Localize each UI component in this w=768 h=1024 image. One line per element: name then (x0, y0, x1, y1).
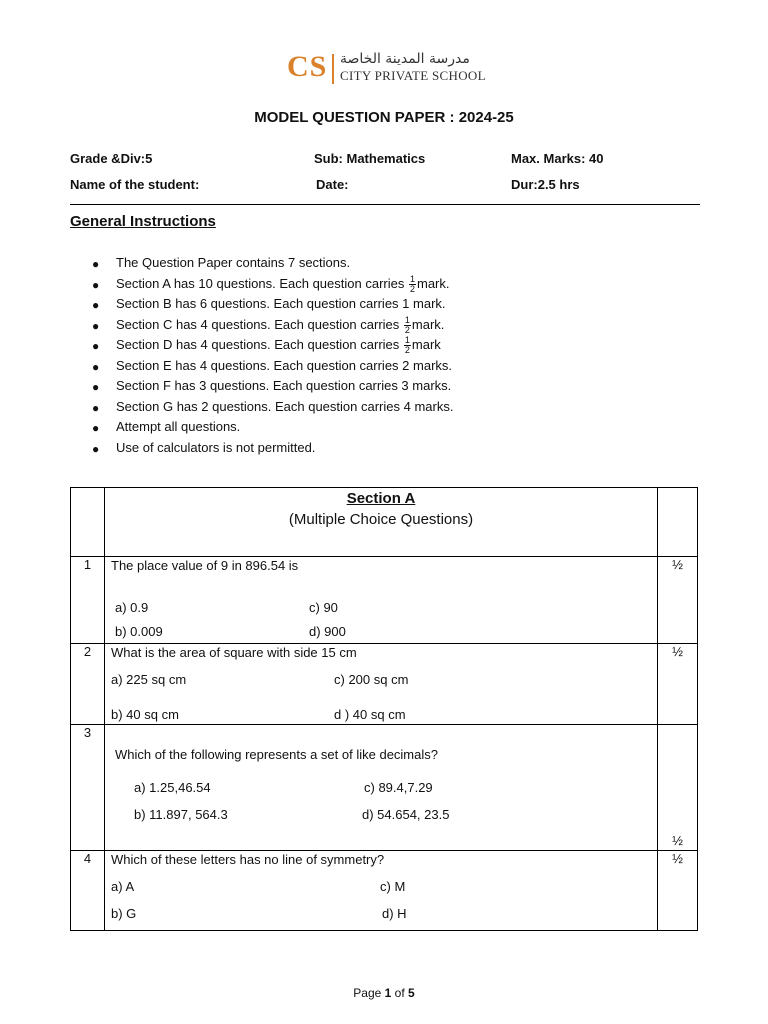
option-c: c) 90 (309, 600, 338, 615)
instruction-text: Section F has 3 questions. Each question carries 3 marks. (116, 378, 452, 393)
school-name-arabic: مدرسة المدينة الخاصة (340, 51, 470, 67)
section-subtitle: (Multiple Choice Questions) (288, 511, 474, 528)
max-marks: Max. Marks: 40 (511, 151, 604, 166)
question-cell (105, 644, 658, 725)
bullet-icon: ● (92, 441, 100, 456)
instruction-unit: mark. (416, 275, 450, 291)
section-title: Section A (346, 490, 416, 507)
question-text: Which of the following represents a set of like decimals? (115, 747, 438, 762)
instruction-item (92, 377, 453, 398)
option-c: c) M (380, 879, 406, 894)
question-number: 2 (71, 644, 105, 725)
bullet-icon: ● (92, 277, 100, 292)
question-number: 1 (71, 557, 105, 644)
question-cell (105, 557, 658, 644)
paper-title: MODEL QUESTION PAPER : 2024-25 (254, 109, 514, 126)
instruction-item (92, 357, 453, 378)
school-logo-mark: CS (287, 50, 328, 83)
question-row (71, 851, 698, 931)
page-of: of (391, 986, 409, 1000)
question-row (71, 644, 698, 725)
bullet-icon: ● (92, 318, 100, 333)
option-a: a) 0.9 (115, 600, 149, 615)
instruction-item (92, 275, 453, 296)
question-row (71, 557, 698, 644)
question-marks: ½ (658, 725, 698, 851)
option-b: b) 40 sq cm (111, 707, 179, 722)
instruction-item (92, 418, 453, 439)
fraction-half (404, 336, 411, 355)
grade-division: Grade &Div:5 (70, 151, 153, 166)
option-c: c) 89.4,7.29 (364, 780, 433, 795)
option-b: b) G (111, 906, 137, 921)
instruction-text: Section A has 10 questions. Each question carries (116, 275, 408, 291)
instructions-list (92, 254, 453, 459)
duration: Dur:2.5 hrs (511, 177, 580, 192)
instruction-item (92, 398, 453, 419)
school-name-english: CITY PRIVATE SCHOOL (340, 68, 486, 83)
section-header-row (71, 488, 698, 557)
bullet-icon: ● (92, 421, 100, 435)
bullet-icon: ● (92, 298, 100, 312)
instruction-text: Section D has 4 questions. Each question carries (116, 337, 403, 352)
page-total: 5 (408, 986, 415, 1000)
instructions-heading: General Instructions (70, 213, 216, 230)
page-footer (0, 986, 768, 1000)
option-b: b) 0.009 (115, 624, 163, 639)
fraction-denominator: 2 (404, 345, 410, 356)
option-c: c) 200 sq cm (334, 672, 409, 687)
date-label: Date: (316, 177, 349, 192)
student-name-label: Name of the student: (70, 177, 200, 192)
fraction-numerator: 1 (409, 273, 415, 284)
bullet-icon: ● (92, 380, 100, 394)
question-table (70, 487, 698, 931)
bullet-icon: ● (92, 339, 100, 353)
header-divider (70, 204, 700, 205)
bullet-icon: ● (92, 400, 100, 415)
bullet-icon: ● (92, 257, 100, 271)
instruction-text: Section B has 6 questions. Each question carries 1 mark. (116, 296, 446, 311)
page-current: 1 (384, 986, 392, 1000)
instruction-unit: mark (411, 337, 441, 352)
option-a: a) 225 sq cm (111, 672, 187, 687)
subject: Sub: Mathematics (314, 151, 426, 166)
question-cell (105, 851, 658, 931)
instruction-item (92, 439, 453, 460)
question-marks: ½ (658, 851, 698, 931)
fraction-denominator: 2 (409, 283, 415, 294)
question-marks: ½ (658, 644, 698, 725)
option-d: d ) 40 sq cm (334, 707, 406, 722)
page-prefix: Page (353, 986, 385, 1000)
fraction-numerator: 1 (404, 314, 410, 325)
question-number: 4 (71, 851, 105, 931)
question-cell (105, 725, 658, 851)
fraction-half (404, 316, 411, 335)
question-row (71, 725, 698, 851)
instruction-text: Section G has 2 questions. Each question carries 4 marks. (116, 398, 454, 414)
instruction-item (92, 336, 453, 357)
section-header-no-cell (71, 488, 105, 557)
question-text: What is the area of square with side 15 cm (111, 645, 357, 660)
section-header-cell (105, 488, 658, 557)
option-b: b) 11.897, 564.3 (134, 807, 228, 822)
instruction-text: The Question Paper contains 7 sections. (116, 255, 351, 270)
option-d: d) H (382, 906, 407, 921)
option-a: a) A (111, 879, 135, 894)
fraction-numerator: 1 (404, 335, 410, 346)
instruction-text: Use of calculators is not permitted. (116, 439, 316, 455)
section-header-marks-cell (658, 488, 698, 557)
instruction-text: Section E has 4 questions. Each question carries 2 marks. (116, 357, 453, 373)
fraction-half (409, 275, 416, 294)
bullet-icon: ● (92, 359, 100, 374)
instruction-item (92, 295, 453, 316)
option-d: d) 54.654, 23.5 (362, 807, 450, 822)
fraction-denominator: 2 (404, 324, 410, 335)
question-number: 3 (71, 725, 105, 851)
question-text: Which of these letters has no line of symmetry? (111, 852, 385, 867)
instruction-text: Attempt all questions. (116, 419, 241, 434)
question-marks: ½ (658, 557, 698, 644)
option-a: a) 1.25,46.54 (134, 780, 211, 795)
instruction-unit: mark. (411, 316, 445, 332)
instruction-text: Section C has 4 questions. Each question carries (116, 316, 403, 332)
instruction-item (92, 316, 453, 337)
logo-divider (332, 54, 334, 84)
question-text: The place value of 9 in 896.54 is (111, 558, 299, 573)
instruction-item (92, 254, 453, 275)
option-d: d) 900 (309, 624, 346, 639)
